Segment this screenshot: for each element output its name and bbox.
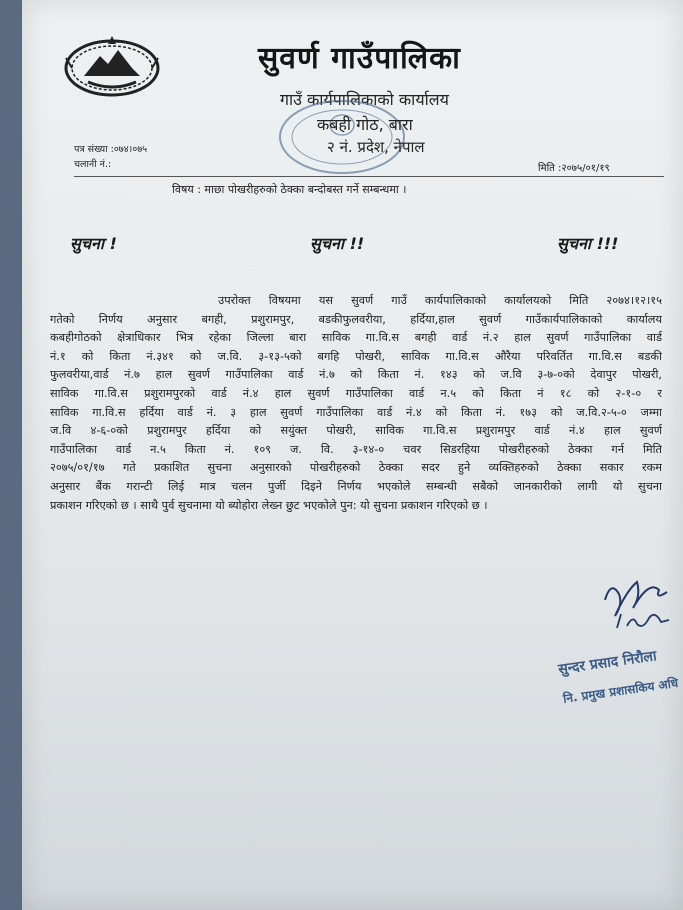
letter-date: मिति :२०७५/०१/१९ (538, 163, 610, 174)
body-line: गाउँपालिका वार्ड न.५ किता नं. १०९ ज. वि. ३-१४-० चवर सिडरहिया पोखरीहरुको ठेक्का गर्न मिति (50, 442, 662, 456)
organization-name: सुवर्ण गाउँपालिका (258, 41, 461, 76)
signature-icon (597, 570, 683, 640)
body-line: नं.१ को किता नं.३४१ को ज.वि. ३-१३-५को बगहि पोखरी, साविक गा.वि.स औरैया परिवर्तित गा.वि.स बडकी (50, 349, 662, 363)
body-line: फुलवरीया,वार्ड नं.७ हाल सुवर्ण गाउँपालिका वार्ड नं.७ को किता नं. १४३ को ज.वि ३-७-०को देवापुर पोखरी, (50, 368, 662, 382)
office-province: २ नं. प्रदेश, नेपाल (327, 138, 425, 156)
office-address: कबही गोठ, बारा (317, 115, 413, 134)
notice-title-2: सुचना !! (310, 234, 365, 253)
body-line: कबहीगोठको क्षेत्राधिकार भित्र रहेका जिल्ला बारा साविक गा.वि.स बगही वार्ड नं.२ हाल सुवर्ण गाउँपालिका वार्ड (50, 331, 662, 345)
body-line: साविक गा.वि.स प्रशुरामपुरको वार्ड नं.४ हाल सुवर्ण गाउँपालिका वार्ड न.५ को किता नं १८ को २-१-० र (50, 386, 662, 400)
letter-subject: विषय : माछा पोखरीहरुको ठेक्का बन्दोबस्त गर्ने सम्बन्धमा । (172, 183, 407, 196)
body-line: उपरोक्त विषयमा यस सुवर्ण गाउँ कार्यपालिकाको कार्यालयको मिति २०७४।१२।१५ (218, 294, 662, 307)
letter-page (22, 0, 683, 910)
body-line: २०७५/०१/१७ गते प्रकाशित सुचना अनुसारको पोखरीहरुको ठेक्का सदर हुने व्यक्तिहरुको ठेक्का सकार रकम (50, 461, 662, 475)
body-line: ज.वि ४-६-०को प्रशुरामपुर हर्दिया को सयुंक्त पोखरी, साविक गा.वि.स प्रशुरामपुर वार्ड नं.४ हाल सुवर्ण (50, 424, 662, 438)
body-line: प्रकाशन गरिएको छ । साथै पुर्व सुचनामा यो ब्योहोरा लेख्न छुट भएकोले पुन: यो सुचना प्रकाशन गरिएको छ । (50, 498, 488, 512)
body-line: गतेको निर्णय अनुसार बगही, प्रशुरामपुर, बडकीफुलवरीया, हर्दिया,हाल सुवर्ण गाउँकार्यपालिकाको कार्यालय (50, 312, 662, 326)
header-divider (74, 176, 664, 177)
body-line: साविक गा.वि.स हर्दिया वार्ड नं. ३ हाल सुवर्ण गाउँपालिका वार्ड नं.४ को किता नं. १७३ को ज.वि.२-५-० जम्मा (50, 405, 662, 419)
nepal-emblem-icon (62, 28, 162, 98)
dispatch-number: चलानी नं.: (74, 159, 112, 170)
office-name: गाउँ कार्यपालिकाको कार्यालय (280, 90, 449, 109)
notice-title-3: सुचना !!! (557, 234, 619, 253)
signatory-title: नि. प्रमुख प्रशासकिय अधि (562, 675, 679, 706)
signatory-name: सुन्दर प्रसाद निरौला (557, 648, 658, 678)
reference-number: पत्र संख्या :०७४।०७५ (74, 144, 148, 155)
body-line: अनुसार बैंक गरान्टी लिई मात्र चलन पुर्जी दिइने निर्णय भएकोले सम्बन्धी सबैको जानकारीको लागी यो सुचना (50, 479, 662, 493)
notice-title-1: सुचना ! (70, 234, 117, 253)
notice-body (50, 292, 662, 515)
